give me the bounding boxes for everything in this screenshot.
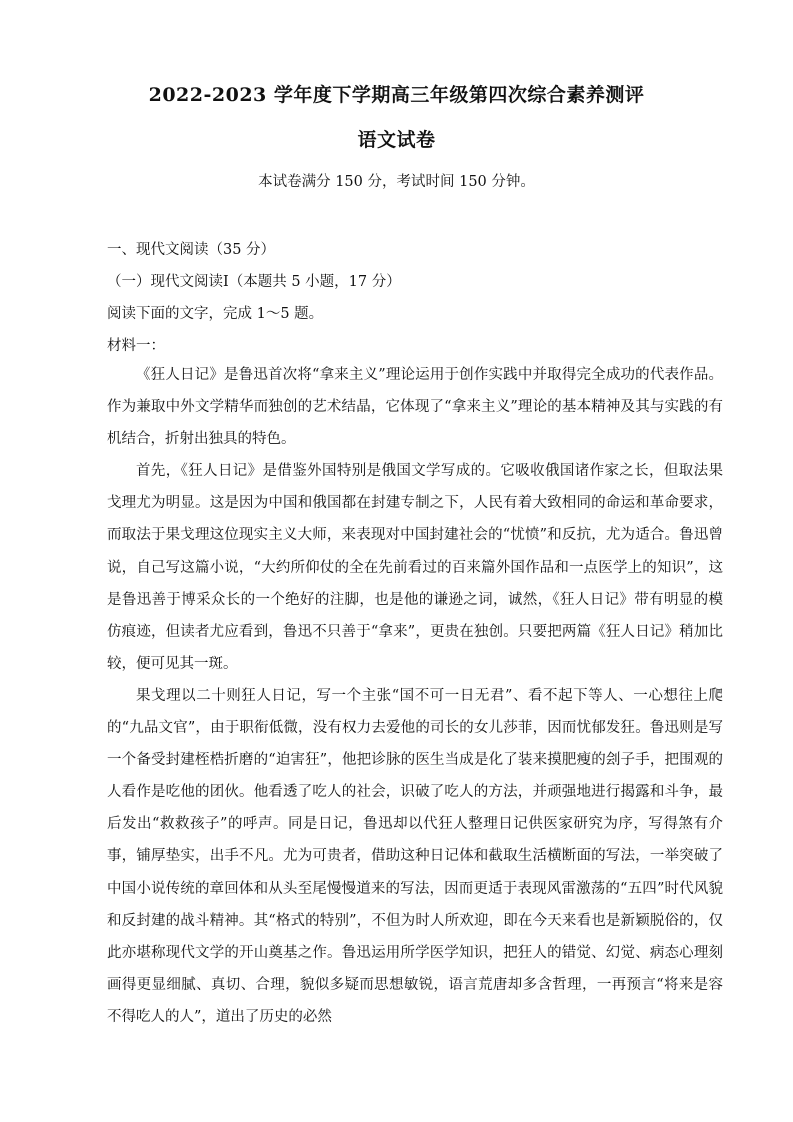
paragraph-1: 《狂人日记》是鲁迅首次将“拿来主义”理论运用于创作实践中并取得完全成功的代表作品。作为兼取中外文学精华而独创的艺术结晶，它体现了“拿来主义”理论的基本精神及其与实践的有机结合，折射出独具的特色。 bbox=[107, 367, 723, 448]
material-label: 材料一： bbox=[107, 338, 165, 354]
paragraph-3: 果戈理以二十则狂人日记，写一个主张“国不可一日无君”、看不起下等人、一心想往上爬的“九品文官”，由于职衔低微，没有权力去爱他的司长的女儿莎菲，因而忧郁发狂。鲁迅则是写一个备受封建桎梏折磨的“迫害狂”，他把诊脉的医生当成是化了装来摸肥瘦的刽子手，把围观的人看作是吃他的团伙。他看透了吃人的社会，识破了吃人的方法，并顽强地进行揭露和斗争，最后发出“救救孩子”的呼声。同是日记，鲁迅却以代狂人整理日记供医家研究为序，写得煞有介事，铺厚垫实，出手不凡。尤为可贵者，借助这种日记体和截取生活横断面的写法，一举突破了中国小说传统的章回体和从头至尾慢慢道来的写法，因而更适于表现风雷激荡的“五四”时代风貌和反封建的战斗精神。其“格式的特别”，不但为时人所欢迎，即在今天来看也是新颖脱俗的，仅此亦堪称现代文学的开山奠基之作。鲁迅运用所学医学知识，把狂人的错觉、幻觉、病态心理刻画得更显细腻、真切、合理，貌似多疑而思想敏锐，语言荒唐却多含哲理，一再预言“将来是容不得吃人的人”，道出了历史的必然 bbox=[107, 687, 723, 1025]
paragraph-2: 首先，《狂人日记》是借鉴外国特别是俄国文学写成的。它吸收俄国诸作家之长，但取法果戈理尤为明显。这是因为中国和俄国都在封建专制之下，人民有着大致相同的命运和革命要求，而取法于果戈理这位现实主义大师，来表现对中国封建社会的“忧愤”和反抗，尤为适合。鲁迅曾说，自己写这篇小说，“大约所仰仗的全在先前看过的百来篇外国作品和一点医学上的知识”，这是鲁迅善于博采众长的一个绝好的注脚，也是他的谦逊之词，诚然，《狂人日记》带有明显的模仿痕迹，但读者尤应看到，鲁迅不只善于“拿来”，更贵在独创。只要把两篇《狂人日记》稍加比较，便可见其一斑。 bbox=[107, 463, 723, 672]
exam-title: 2022-2023 学年度下学期高三年级第四次综合素养测评 bbox=[148, 84, 645, 106]
instruction: 阅读下面的文字，完成 1～5 题。 bbox=[107, 306, 324, 322]
reading-passage bbox=[107, 359, 723, 1033]
exam-subject: 语文试卷 bbox=[357, 129, 436, 151]
sub-section-heading: （一）现代文阅读Ⅰ（本题共 5 小题，17 分） bbox=[107, 274, 401, 290]
section-heading: 一、现代文阅读（35 分） bbox=[107, 242, 276, 258]
exam-note: 本试卷满分 150 分，考试时间 150 分钟。 bbox=[258, 174, 535, 190]
